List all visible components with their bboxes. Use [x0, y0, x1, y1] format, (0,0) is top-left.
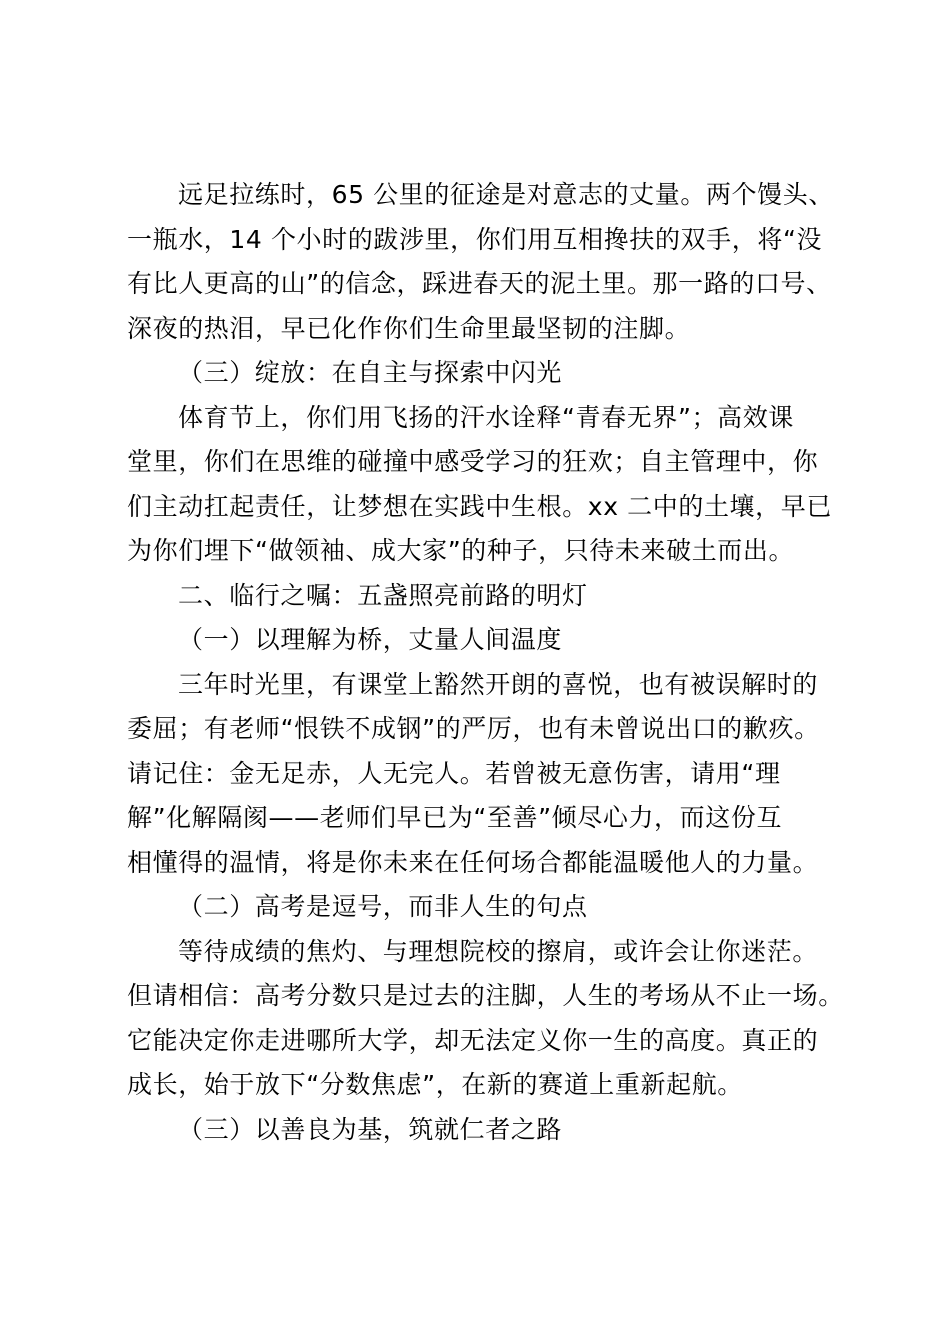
paragraph-line: 委屈；有老师“恨铁不成钢”的严厉，也有未曾说出口的歉疚。 [127, 714, 820, 743]
section-heading: （三）以善良为基，筑就仁者之路 [178, 1115, 563, 1144]
paragraph-line: 解”化解隔阂——老师们早已为“至善”倾尽心力，而这份互 [127, 803, 783, 832]
paragraph-line: 深夜的热泪，早已化作你们生命里最坚韧的注脚。 [127, 314, 691, 343]
paragraph-line: 体育节上，你们用飞扬的汗水诠释“青春无界”；高效课 [178, 403, 794, 432]
paragraph-line: 们主动扛起责任，让梦想在实践中生根。xx 二中的土壤，早已 [127, 492, 832, 521]
paragraph-line: 请记住：金无足赤，人无完人。若曾被无意伤害，请用“理 [127, 759, 781, 788]
section-heading: （三）绽放：在自主与探索中闪光 [178, 358, 563, 387]
section-heading: 二、临行之嘱：五盏照亮前路的明灯 [178, 581, 588, 610]
paragraph-line: 一瓶水，14 个小时的跋涉里，你们用互相搀扶的双手，将“没 [127, 225, 823, 254]
paragraph-line: 相懂得的温情，将是你未来在任何场合都能温暖他人的力量。 [127, 848, 819, 877]
paragraph-line: 远足拉练时，65 公里的征途是对意志的丈量。两个馒头、 [178, 180, 834, 209]
paragraph-line: 有比人更高的山”的信念，踩进春天的泥土里。那一路的口号、 [127, 269, 832, 298]
paragraph-line: 它能决定你走进哪所大学，却无法定义你一生的高度。真正的 [127, 1026, 819, 1055]
paragraph-line: 成长，始于放下“分数焦虑”，在新的赛道上重新起航。 [127, 1070, 743, 1099]
paragraph-line: 堂里，你们在思维的碰撞中感受学习的狂欢；自主管理中，你 [127, 447, 819, 476]
paragraph-line: 等待成绩的焦灼、与理想院校的擦肩，或许会让你迷茫。 [178, 937, 819, 966]
paragraph-line: 为你们埋下“做领袖、成大家”的种子，只待未来破土而出。 [127, 536, 795, 565]
section-heading: （二）高考是逗号，而非人生的句点 [178, 892, 588, 921]
paragraph-line: 但请相信：高考分数只是过去的注脚，人生的考场从不止一场。 [127, 981, 844, 1010]
section-heading: （一）以理解为桥，丈量人间温度 [178, 625, 563, 654]
paragraph-line: 三年时光里，有课堂上豁然开朗的喜悦，也有被误解时的 [178, 670, 819, 699]
